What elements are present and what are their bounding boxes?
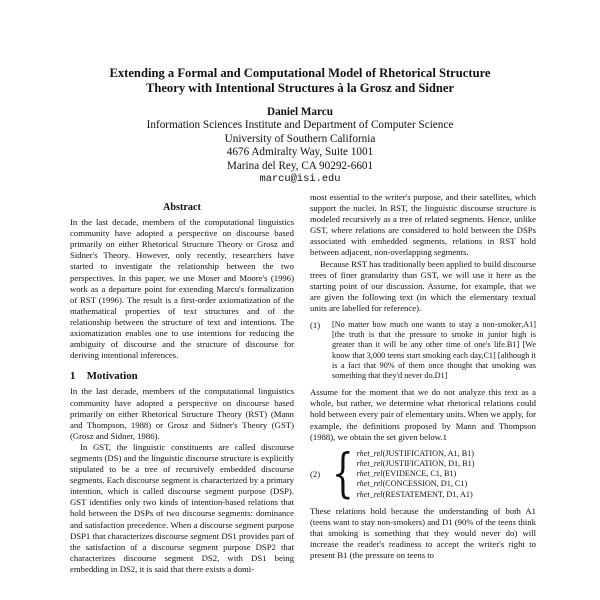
affiliation-line: Marina del Rey, CA 90292-6601 (226, 159, 374, 172)
paragraph: In the last decade, members of the computational linguistics community have adopted a perspective on discourse based primarily on either Rhetorical Structure Theory (RST) (Mann and Thompson, 1988) or Grosz and Sidner's Theory (GST) (Grosz and Sidner, 1986). (70, 386, 294, 441)
title-line-1: Extending a Formal and Computational Model of Rhetorical Structure (109, 66, 491, 80)
left-column (70, 196, 294, 575)
example-2 (310, 443, 536, 506)
author-block (40, 106, 560, 186)
relation-item: rhet_rel(JUSTIFICATION, D1, B1) (356, 458, 475, 468)
section-heading (70, 371, 294, 382)
paragraph: These relations hold because the understanding of both A1 (teens want to stay non-smokers) and D1 (90% of the teens think that smoking is something that they would never do) will increase the reader's readiness to accept the writer's right to present B1 (the pressure on teens to (310, 505, 536, 561)
example-1 (310, 320, 536, 381)
section-title: Motivation (86, 370, 138, 383)
relation-item: rhet_rel(CONCESSION, D1, C1) (356, 479, 468, 489)
abstract-text: In the last decade, members of the computational linguistics community have adopted a perspective on discourse based primarily on either Rhetorical Structure Theory or Grosz and Sidner's Theory. However, only recently, researchers have started to investigate the relationship between the two perspectives. In this paper, we use Moser and Moore's (1996) work as a departure point for extending Marcu's formalization of RST (1996). The result is a first-order axiomatization of the mathematical properties of text structures and of the relationship between the structure of text and intentions. The axiomatization enables one to use intentions for reducing the ambiguity of discourse and the structure of discourse for deriving intentional inferences. (70, 217, 294, 361)
relation-item: rhet_rel(RESTATEMENT, D1, A1) (356, 489, 473, 499)
paragraph: most essential to the writer's purpose, and their satellites, which support the nuclei. In RST, the linguistic discourse structure is modeled recursively as a tree of related segments. Hence, unlike GST, where relations are considered to hold between the DSPs associated with embedded segments, relations in RST hold between adjacent, non-overlapping segments. (310, 192, 536, 258)
paragraph: In GST, the linguistic constituents are called discourse segments (DS) and the linguistic discourse structure is explicitly stipulated to be a tree of recursively embedded discourse segments. Each discourse segment is characterized by a primary intention, which is called discourse segment purpose (DSP). GST identifies only two kinds of intention-based relations that hold between the DSPs of two discourse segments: dominance and satisfaction precedence. When a discourse segment purpose DSP1 that characterizes discourse segment DS1 provides part of the satisfaction of a discourse segment purpose DSP2 that characterizes discourse segment DS2, with DS1 being embedding in DS2, it is said that there exists a domi- (70, 441, 294, 574)
relation-item: rhet_rel(EVIDENCE, C1, B1) (356, 469, 457, 479)
paragraph: Because RST has traditionally been applied to build discourse trees of finer granularity than GST, we will use it here as the starting point of our discussion. Assume, for example, that we are given the following text (in which the elementary textual units are labelled for reference). (310, 258, 536, 313)
example-number: (2) (310, 468, 321, 479)
author-email: marcu@isi.edu (259, 173, 341, 186)
relation-list (357, 449, 475, 500)
relation-item: rhet_rel(JUSTIFICATION, A1, B1) (356, 448, 475, 458)
abstract-heading: Abstract (163, 202, 201, 213)
affiliation-line: 4676 Admiralty Way, Suite 1001 (226, 146, 374, 159)
example-text: [No matter how much one wants to stay a non-smoker,A1] [the truth is that the pressure to smoke in junior high is greater than it will be any other time of one's life.B1] [We know that 3,000 teens start smoking each day,C1] [although it is a fact that 90% of them once thought that smoking was something that they'd never do.D1] (332, 320, 536, 381)
example-number: (1) (310, 320, 321, 331)
author-name: Daniel Marcu (267, 106, 333, 118)
brace-symbol: { (332, 443, 354, 506)
title-line-2: Theory with Intentional Structures à la Grosz and Sidner (145, 81, 455, 95)
affiliation-line: Information Sciences Institute and Department of Computer Science (146, 119, 454, 132)
paper-title (40, 66, 560, 96)
paragraph: Assume for the moment that we do not analyze this text as a whole, but rather, we determine what rhetorical relations could hold between every pair of elementary units. When we apply, for example, the definitions proposed by Mann and Thompson (1988), we obtain the set given below.1 (310, 387, 536, 442)
affiliation-line: University of Southern California (224, 132, 376, 145)
section-number: 1 (70, 370, 76, 383)
right-column (310, 192, 536, 561)
